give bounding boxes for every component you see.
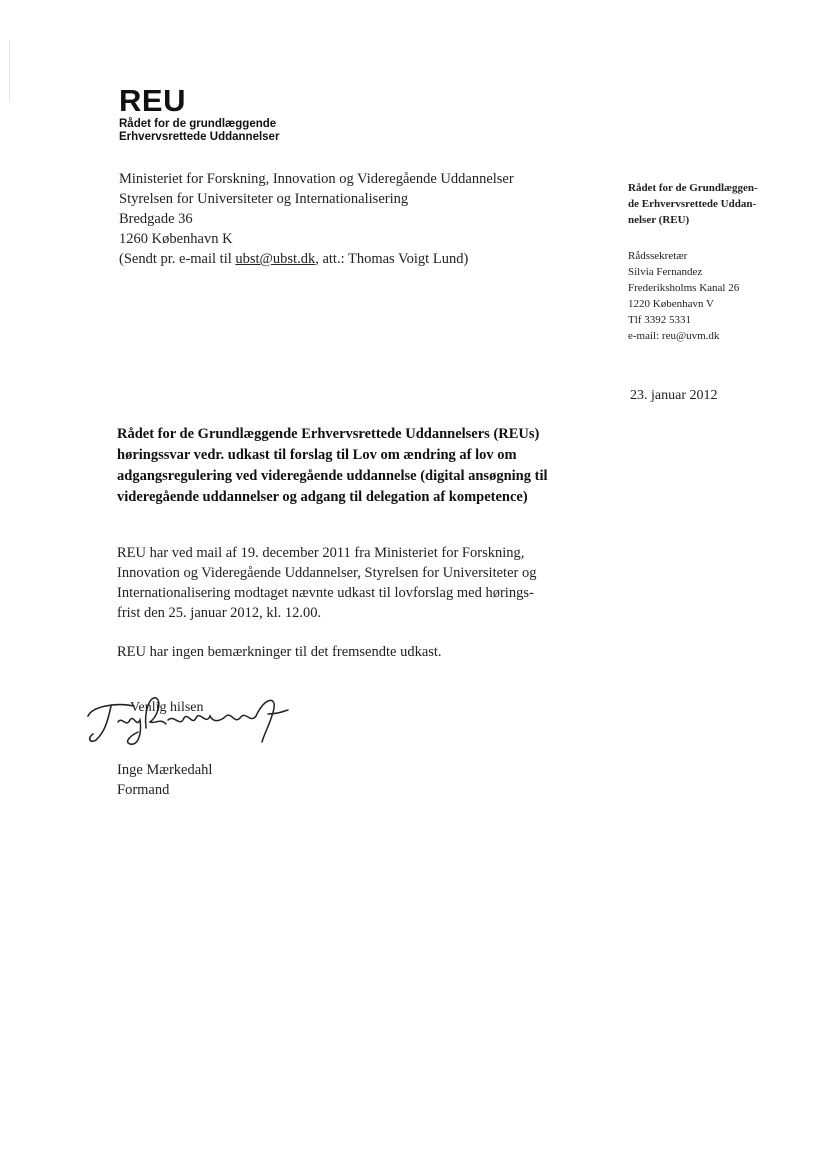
sent-suffix: , att.: Thomas Voigt Lund) <box>315 251 469 267</box>
logo-subtitle <box>119 118 279 144</box>
closing-salutation: Venlig hilsen <box>130 700 204 715</box>
body-line: REU har ingen bemærkninger til det fremsendte udkast. <box>117 644 442 660</box>
letter-date: 23. januar 2012 <box>630 388 718 403</box>
sent-prefix: (Sendt pr. e-mail til <box>119 251 236 267</box>
recipient-line: Ministeriet for Forskning, Innovation og Videregående Uddannelser <box>119 171 514 187</box>
body-paragraph-2 <box>117 642 577 662</box>
sender-contact <box>628 248 798 344</box>
recipient-line: Bredgade 36 <box>119 211 193 227</box>
reu-logo <box>119 83 280 144</box>
handwritten-signature <box>84 690 294 750</box>
page-edge-mark <box>9 40 10 102</box>
sender-contact-line: Silvia Fernandez <box>628 266 703 278</box>
logo-subtitle-line: Rådet for de grundlæggende <box>119 118 277 130</box>
recipient-line: 1260 København K <box>119 231 233 247</box>
body-line: REU har ved mail af 19. december 2011 fra Ministeriet for Forskning, <box>117 545 525 561</box>
body-line: Innovation og Videregående Uddannelser, Styrelsen for Universiteter og <box>117 565 537 581</box>
letter-subject: Rådet for de Grundlæggende Erhvervsrettede Uddannelsers (REUs) høringssvar vedr. udkast til forslag til Lov om ændring af lov om adgangsregulering ved videregående uddannelse (digital ansøgning til videregående uddannelser og adgang til delegation af kompetence) <box>117 426 548 505</box>
signer-block <box>117 760 212 800</box>
sender-contact-line: Frederiksholms Kanal 26 <box>628 282 740 294</box>
logo-mark: REU <box>119 83 186 118</box>
sender-block <box>628 180 798 344</box>
recipient-address <box>119 169 514 269</box>
sender-org-line: Rådet for de Grundlæggen- <box>628 182 758 194</box>
sender-contact-line: Rådssekretær <box>628 250 688 262</box>
sender-contact-line: Tlf 3392 5331 <box>628 314 691 326</box>
sender-contact-line: 1220 København V <box>628 298 714 310</box>
logo-subtitle-line: Erhvervsrettede Uddannelser <box>119 131 280 143</box>
sender-org-line: nelser (REU) <box>628 214 690 226</box>
sender-org-line: de Erhvervsrettede Uddan- <box>628 198 757 210</box>
sender-email: e-mail: reu@uvm.dk <box>628 330 720 342</box>
signer-name: Inge Mærkedahl <box>117 762 213 778</box>
sender-organization <box>628 180 798 228</box>
body-line: Internationalisering modtaget nævnte udkast til lovforslag med hørings- <box>117 585 534 601</box>
body-line: frist den 25. januar 2012, kl. 12.00. <box>117 605 322 621</box>
recipient-sent-note <box>119 249 514 269</box>
signer-title: Formand <box>117 782 170 798</box>
recipient-line: Styrelsen for Universiteter og Internationalisering <box>119 191 409 207</box>
body-paragraph-1 <box>117 543 577 623</box>
recipient-email-link[interactable]: ubst@ubst.dk <box>235 251 316 267</box>
